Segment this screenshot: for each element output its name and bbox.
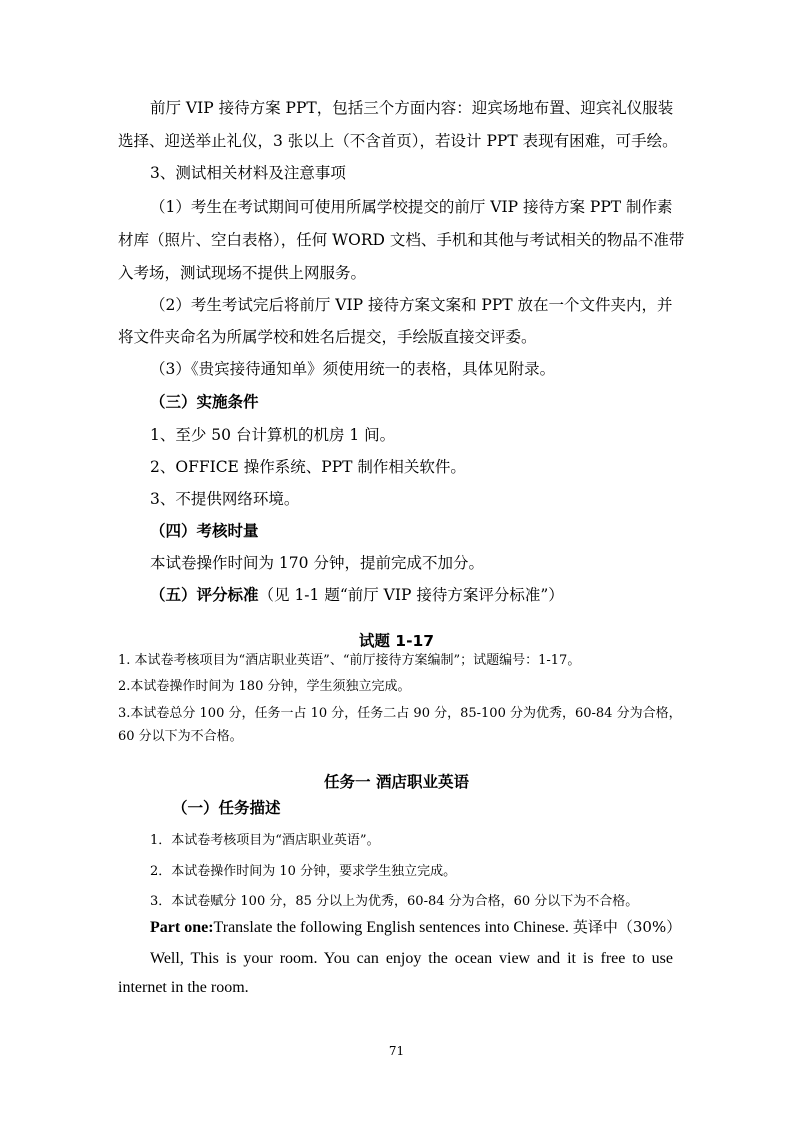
- exam-rule-3: 3.本试卷总分 100 分，任务一占 10 分，任务二占 90 分，85-100 分为优秀，60-84 分为合格，: [118, 706, 682, 721]
- part-one-line: [150, 916, 681, 939]
- intro-line-1: 前厅 VIP 接待方案 PPT，包括三个方面内容：迎宾场地布置、迎宾礼仪服装: [150, 99, 674, 117]
- note1-line-1: （1）考生在考试期间可使用所属学校提交的前厅 VIP 接待方案 PPT 制作素: [150, 198, 673, 216]
- sentence-line-1: Well, This is your room. You can enjoy the ocean view and it is free to use: [150, 950, 673, 967]
- condition-item-3: 3、不提供网络环境。: [150, 490, 300, 508]
- exam-rule-3-cont: 60 分以下为不合格。: [118, 729, 243, 744]
- conditions-heading: （三）实施条件: [150, 393, 259, 411]
- sentence-line-2: internet in the room.: [118, 979, 249, 996]
- note1-line-3: 入考场，测试现场不提供上网服务。: [118, 264, 367, 282]
- scoring-heading-bold: （五）评分标准: [150, 586, 259, 604]
- scoring-heading-rest: （见 1-1 题“前厅 VIP 接待方案评分标准”）: [258, 586, 564, 604]
- exam-rule-2: 2.本试卷操作时间为 180 分钟，学生须独立完成。: [118, 679, 411, 694]
- task-desc-item-3: 3．本试卷赋分 100 分，85 分以上为优秀，60-84 分为合格，60 分以下为不合格。: [150, 894, 639, 909]
- task-desc-heading: （一）任务描述: [172, 799, 281, 817]
- condition-item-2: 2、OFFICE 操作系统、PPT 制作相关软件。: [150, 458, 466, 476]
- part-one-cn: 英译中（30%）: [572, 918, 682, 936]
- time-heading: （四）考核时量: [150, 522, 259, 540]
- task-desc-item-1: 1．本试卷考核项目为“酒店职业英语”。: [150, 833, 380, 848]
- exam-title: 试题 1-17: [358, 632, 435, 650]
- page-number: 71: [388, 1044, 405, 1058]
- time-text: 本试卷操作时间为 170 分钟，提前完成不加分。: [150, 554, 484, 572]
- part-one-text: Translate the following English sentences into Chinese.: [213, 919, 569, 936]
- note1-line-2: 材库（照片、空白表格），任何 WORD 文档、手机和其他与考试相关的物品不准带: [118, 231, 685, 249]
- condition-item-1: 1、至少 50 台计算机的机房 1 间。: [150, 426, 396, 444]
- note3-line: （3）《贵宾接待通知单》须使用统一的表格，具体见附录。: [150, 360, 556, 378]
- note2-line-1: （2）考生考试完后将前厅 VIP 接待方案文案和 PPT 放在一个文件夹内，并: [150, 296, 673, 314]
- intro-line-2: 选择、迎送举止礼仪，3 张以上（不含首页），若设计 PPT 表现有困难，可手绘。: [118, 132, 678, 150]
- part-one-label: Part one:: [150, 919, 214, 936]
- task1-title: 任务一 酒店职业英语: [324, 773, 469, 791]
- task-desc-item-2: 2．本试卷操作时间为 10 分钟，要求学生独立完成。: [150, 864, 457, 879]
- scoring-heading: [150, 584, 564, 606]
- exam-rule-1: 1. 本试卷考核项目为“酒店职业英语”、“前厅接待方案编制”；试题编号：1-17。: [118, 653, 581, 668]
- note2-line-2: 将文件夹命名为所属学校和姓名后提交，手绘版直接交评委。: [118, 328, 537, 346]
- item3-heading: 3、测试相关材料及注意事项: [150, 164, 346, 182]
